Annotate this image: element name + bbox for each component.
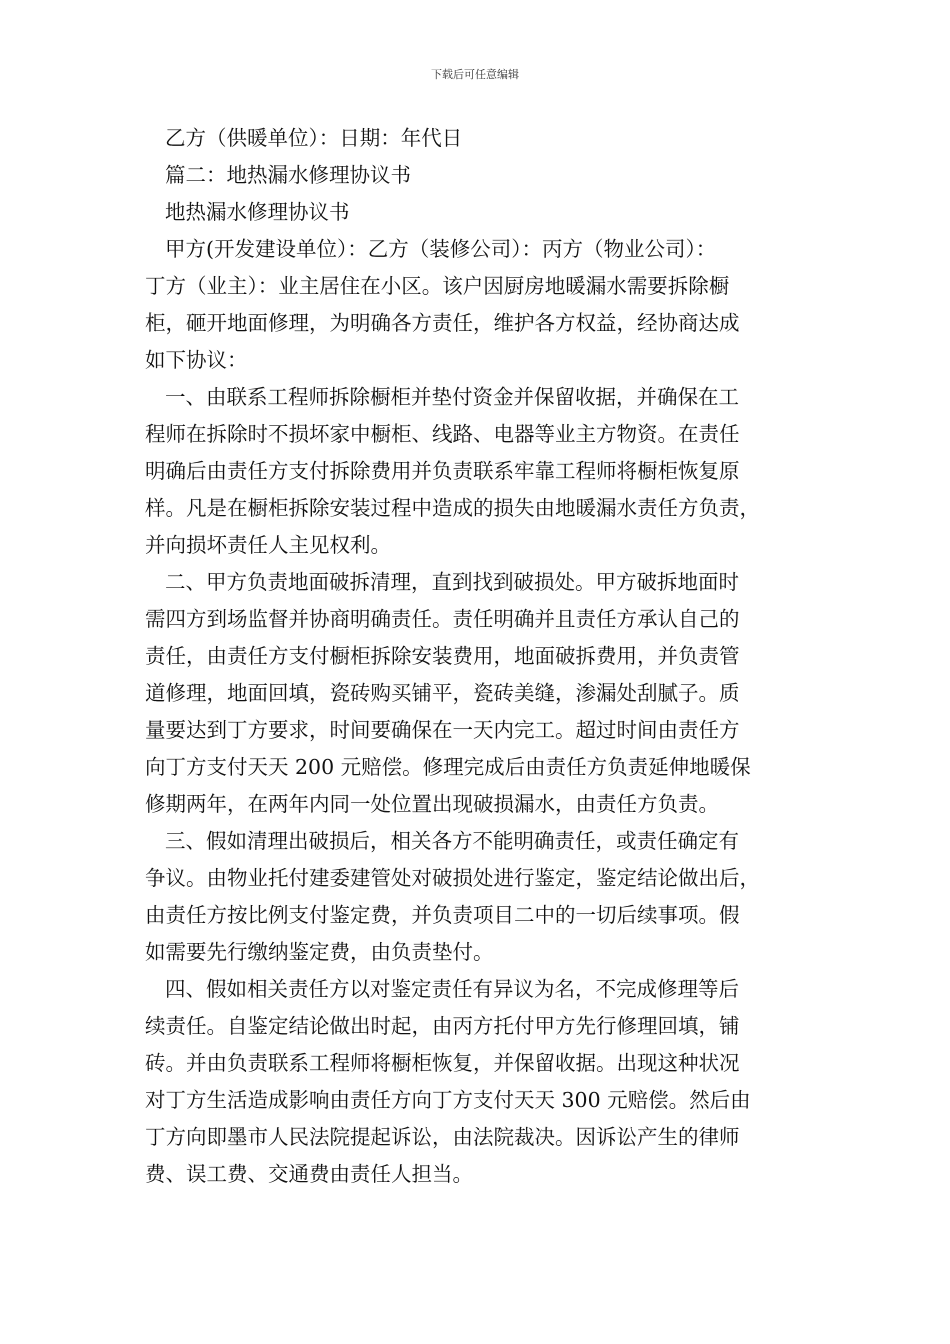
clause-3-line: 由责任方按比例支付鉴定费，并负责项目二中的一切后续事项。假 (145, 903, 740, 927)
page-header-note: 下载后可任意编辑 (431, 68, 519, 81)
clause-4-line: 四、假如相关责任方以对鉴定责任有异议为名，不完成修理等后 (165, 977, 739, 1001)
clause-3-line: 如需要先行缴纳鉴定费，由负责垫付。 (145, 940, 494, 964)
clause-1-line: 样。凡是在橱柜拆除安装过程中造成的损失由地暖漏水责任方负责， (145, 496, 760, 520)
clause-2-line: 量要达到丁方要求，时间要确保在一天内完工。超过时间由责任方 (145, 718, 740, 742)
clause-1-line: 并向损坏责任人主见权利。 (145, 533, 391, 557)
clause-4-line: 费、误工费、交通费由责任人担当。 (145, 1162, 473, 1186)
clause-2-line: 向丁方支付天天 200 元赔偿。修理完成后由责任方负责延伸地暖保 (145, 755, 751, 779)
clause-4-line: 对丁方生活造成影响由责任方向丁方支付天天 300 元赔偿。然后由 (145, 1088, 751, 1112)
intro-line: 柜，砸开地面修理，为明确各方责任，维护各方权益，经协商达成 (145, 311, 740, 335)
signature-line: 乙方（供暖单位）：日期：年代日 (165, 126, 463, 150)
clause-2-line: 道修理，地面回填，瓷砖购买铺平，瓷砖美缝，渗漏处刮腻子。质 (145, 681, 740, 705)
intro-line: 如下协议： (145, 348, 248, 372)
section-heading: 篇二：地热漏水修理协议书 (165, 163, 411, 187)
clause-4-line: 砖。并由负责联系工程师将橱柜恢复，并保留收据。出现这种状况 (145, 1051, 740, 1075)
clause-3-line: 三、假如清理出破损后，相关各方不能明确责任，或责任确定有 (165, 829, 739, 853)
clause-4-line: 丁方向即墨市人民法院提起诉讼，由法院裁决。因诉讼产生的律师 (145, 1125, 740, 1149)
clause-1-line: 程师在拆除时不损坏家中橱柜、线路、电器等业主方物资。在责任 (145, 422, 740, 446)
clause-2-line: 修期两年，在两年内同一处位置出现破损漏水，由责任方负责。 (145, 792, 719, 816)
clause-1-line: 明确后由责任方支付拆除费用并负责联系牢靠工程师将橱柜恢复原 (145, 459, 740, 483)
clause-2-line: 需四方到场监督并协商明确责任。责任明确并且责任方承认自己的 (145, 607, 740, 631)
parties-line: 甲方(开发建设单位）：乙方（装修公司）：丙方（物业公司）： (165, 237, 717, 261)
clause-3-line: 争议。由物业托付建委建管处对破损处进行鉴定，鉴定结论做出后， (145, 866, 760, 890)
document-body (145, 120, 807, 1193)
document-title: 地热漏水修理协议书 (165, 200, 350, 224)
clause-4-line: 续责任。自鉴定结论做出时起，由丙方托付甲方先行修理回填，铺 (145, 1014, 740, 1038)
clause-2-line: 二、甲方负责地面破拆清理，直到找到破损处。甲方破拆地面时 (165, 570, 739, 594)
intro-line: 丁方（业主）：业主居住在小区。该户因厨房地暖漏水需要拆除橱 (145, 274, 730, 298)
clause-1-line: 一、由联系工程师拆除橱柜并垫付资金并保留收据，并确保在工 (165, 385, 739, 409)
clause-2-line: 责任，由责任方支付橱柜拆除安装费用，地面破拆费用，并负责管 (145, 644, 740, 668)
